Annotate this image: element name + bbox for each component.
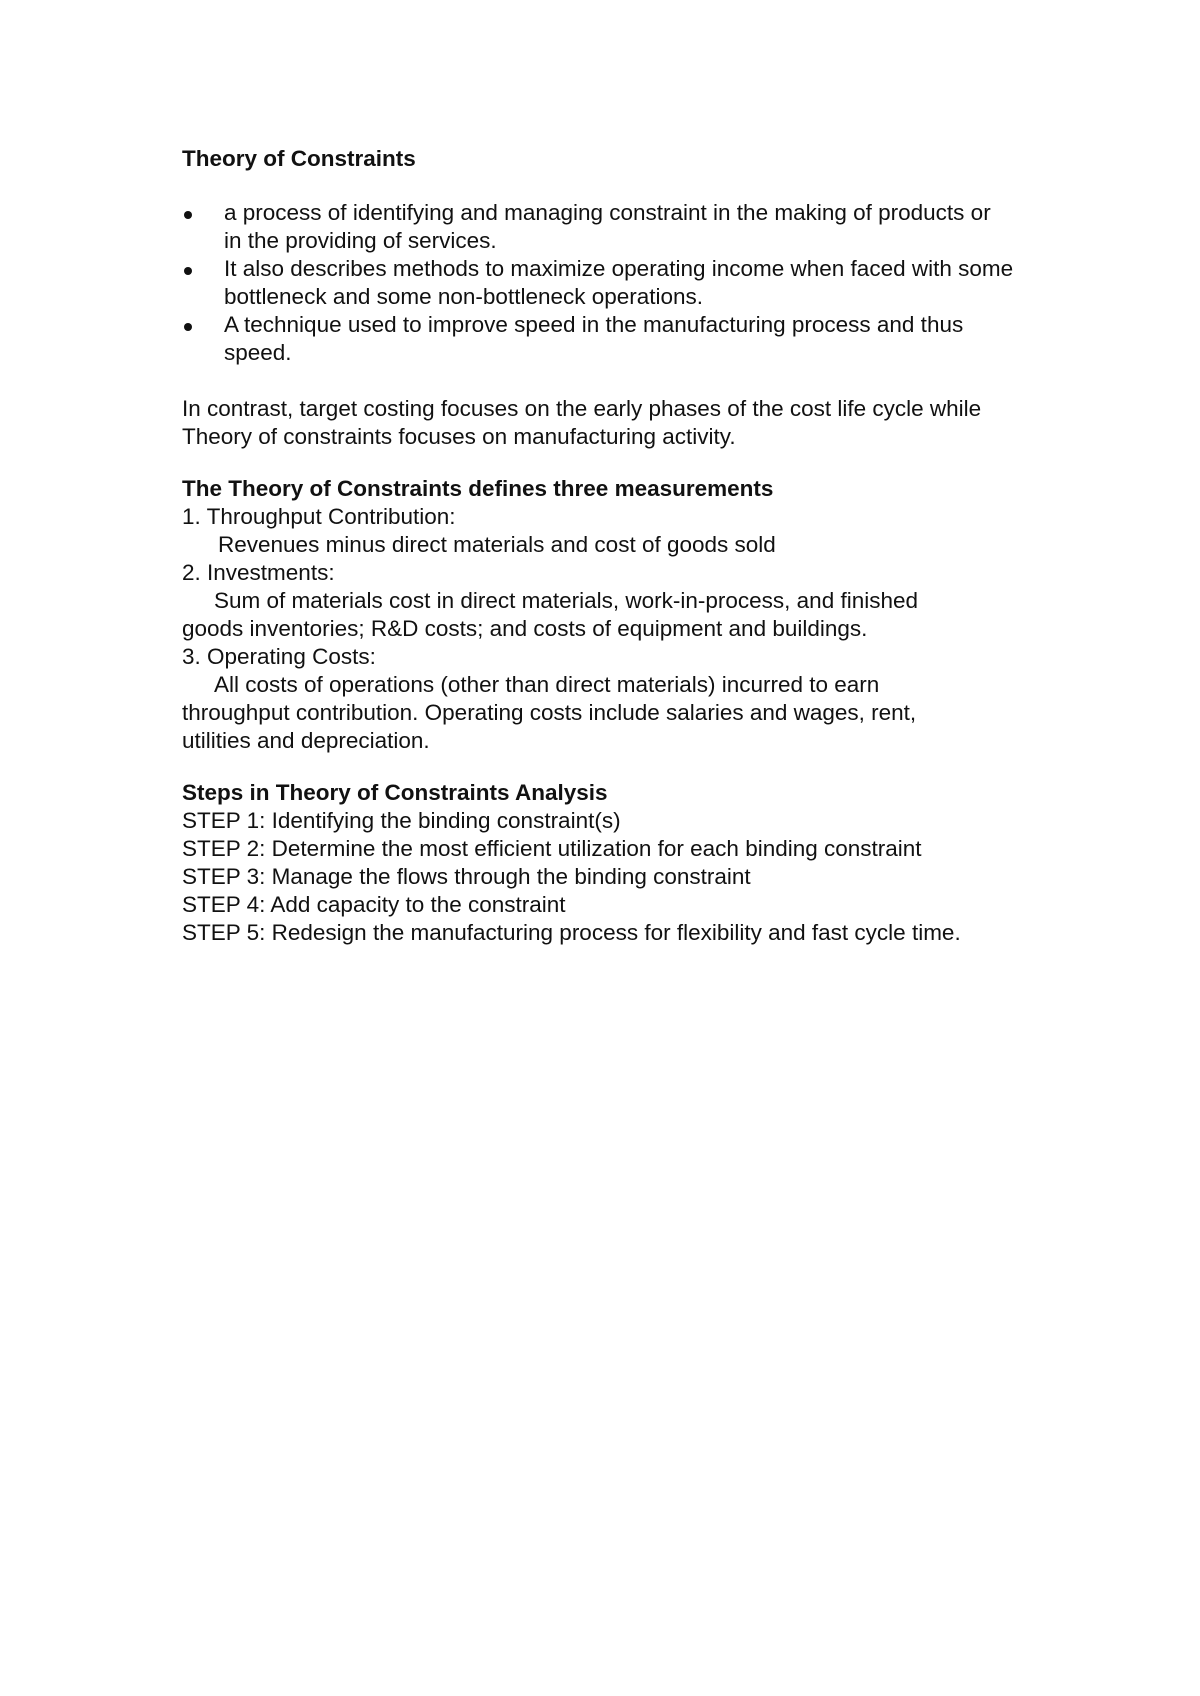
steps-heading: Steps in Theory of Constraints Analysis xyxy=(182,780,608,805)
bullet-item xyxy=(182,255,1014,311)
step-item: STEP 4: Add capacity to the constraint xyxy=(182,892,566,917)
bullet-point-icon xyxy=(184,267,192,275)
definition-bullet-list xyxy=(182,199,1022,367)
measurements-list xyxy=(182,503,1022,755)
measurement-label: 2. Investments: xyxy=(182,560,335,585)
measurement-label: 3. Operating Costs: xyxy=(182,644,376,669)
measurement-description: Sum of materials cost in direct materials, work-in-process, and finished goods inventories; R&D costs; and costs of equipment and buildings. xyxy=(182,588,919,641)
steps-list xyxy=(182,807,1022,947)
bullet-point-icon xyxy=(184,323,192,331)
measurement-description: Revenues minus direct materials and cost of goods sold xyxy=(218,532,776,557)
bullet-text: a process of identifying and managing constraint in the making of products or in the providing of services. xyxy=(224,200,991,253)
step-item: STEP 3: Manage the flows through the binding constraint xyxy=(182,864,751,889)
bullet-item xyxy=(182,199,1014,255)
bullet-text: It also describes methods to maximize operating income when faced with some bottleneck and some non-bottleneck operations. xyxy=(224,256,1014,309)
step-item: STEP 2: Determine the most efficient utilization for each binding constraint xyxy=(182,836,922,861)
measurement-label: 1. Throughput Contribution: xyxy=(182,504,456,529)
document-title: Theory of Constraints xyxy=(182,146,416,171)
bullet-point-icon xyxy=(184,211,192,219)
measurements-heading: The Theory of Constraints defines three measurements xyxy=(182,476,774,501)
step-item: STEP 1: Identifying the binding constraint(s) xyxy=(182,808,621,833)
bullet-item xyxy=(182,311,1014,367)
bullet-text: A technique used to improve speed in the manufacturing process and thus speed. xyxy=(224,312,964,365)
contrast-paragraph: In contrast, target costing focuses on the early phases of the cost life cycle while Theory of constraints focuses on manufacturing activity. xyxy=(182,396,982,449)
measurement-description: All costs of operations (other than direct materials) incurred to earn throughput contribution. Operating costs include salaries and wages, rent, utilities and depreciation. xyxy=(182,672,917,753)
document-content xyxy=(182,145,1022,947)
step-item: STEP 5: Redesign the manufacturing process for flexibility and fast cycle time. xyxy=(182,920,961,945)
